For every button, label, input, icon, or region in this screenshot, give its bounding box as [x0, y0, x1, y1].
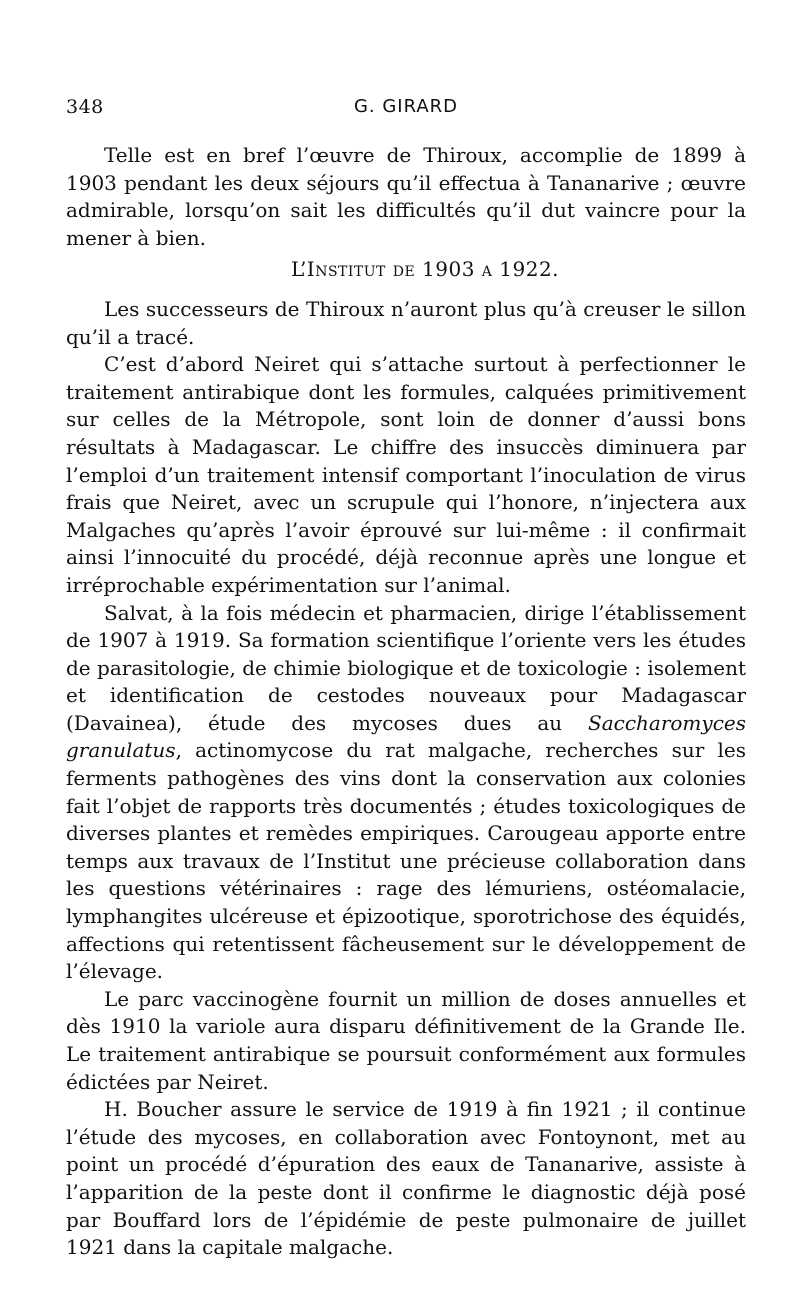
section-heading: L’Institut de 1903 a 1922. — [290, 257, 560, 282]
paragraph-4-part-1: Salvat, à la fois médecin et pharmacien, dirige l’établissement de 1907 à 1919. Sa formation scientifique l’oriente vers les études de parasitologie, de chimie biologique et de toxicologie : isolement et identification de cestodes nouveaux pour Madagascar (Davainea), étude des mycoses dues au — [66, 600, 746, 735]
running-title: G. GIRARD — [353, 96, 459, 117]
paragraph-1: Telle est en bref l’œuvre de Thiroux, accomplie de 1899 à 1903 pendant les deux séjours qu’il effectua à Tananarive ; œuvre admirable, lorsqu’on sait les difficultés qu’il dut vaincre pour la mener à bien. — [66, 143, 746, 250]
paragraph-3: C’est d’abord Neiret qui s’attache surtout à perfectionner le traitement antirabique dont les formules, calquées primitivement sur celles de la Métropole, sont loin de donner d’aussi bons résultats à Madagascar. Le chiffre des insuccès diminuera par l’emploi d’un traitement intensif comportant l’inoculation de virus frais que Neiret, avec un scrupule qui l’honore, n’injectera aux Malgaches qu’après l’avoir éprouvé sur lui-même : il confirmait ainsi l’innocuité du procédé, déjà reconnue après une longue et irréprochable expérimentation sur l’animal. — [66, 352, 746, 597]
page-number: 348 — [66, 96, 104, 118]
species-name: Saccharomyces granulatus — [66, 710, 746, 763]
page — [66, 96, 746, 1262]
paragraph-6: H. Boucher assure le service de 1919 à fin 1921 ; il continue l’étude des mycoses, en collaboration avec Fontoynont, met au point un procédé d’épuration des eaux de Tananarive, assiste à l’apparition de la peste dont il confirme le diagnostic déjà posé par Bouffard lors de l’épidémie de peste pulmonaire de juillet 1921 dans la capitale malgache. — [66, 1097, 746, 1260]
paragraph-5: Le parc vaccinogène fournit un million de doses annuelles et dès 1910 la variole aura disparu définitivement de la Grande Ile. Le traitement antirabique se poursuit conformément aux formules édictées par Neiret. — [66, 986, 746, 1094]
body-text — [66, 142, 746, 1262]
running-head — [66, 96, 746, 128]
paragraph-4-part-2: , actinomycose du rat malgache, recherches sur les ferments pathogènes des vins dont la conservation aux colonies fait l’objet de rapports très documentés ; études toxicologiques de diverses plantes et remèdes empiriques. Carougeau apporte entre temps aux travaux de l’Institut une précieuse collaboration dans les questions vétérinaires : rage des lémuriens, ostéomalacie, lymphangites ulcéreuse et épizootique, sporotrichose des équidés, affections qui retentissent fâcheusement sur le développement de l’élevage. — [66, 738, 746, 984]
paragraph-4 — [66, 600, 746, 986]
paragraph-2: Les successeurs de Thiroux n’auront plus qu’à creuser le sillon qu’il a tracé. — [66, 296, 746, 349]
